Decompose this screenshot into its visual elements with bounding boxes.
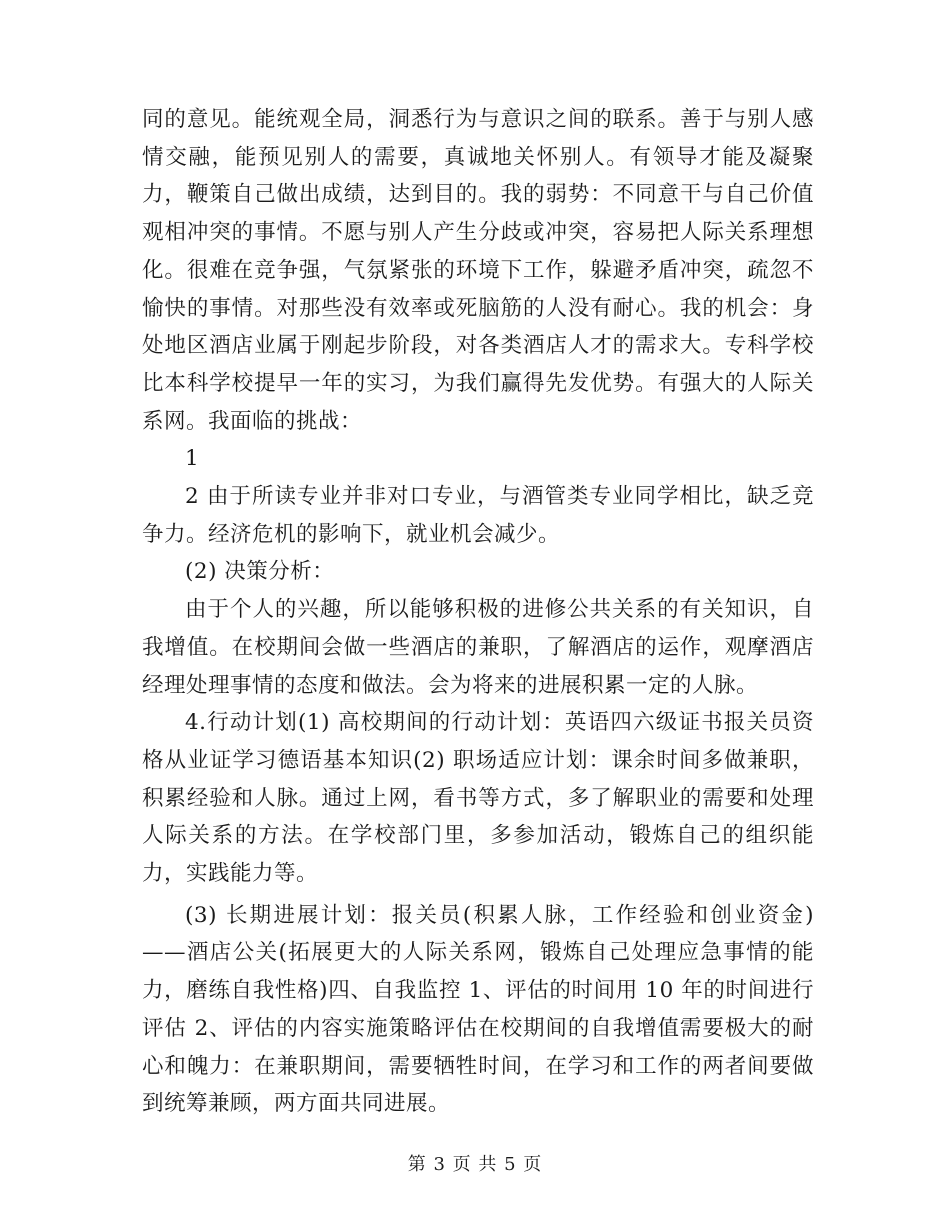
paragraph-long-term-plan: (3) 长期进展计划：报关员(积累人脉，工作经验和创业资金)——酒店公关(拓展更大的人际关系网，锻炼自己处理应急事情的能力，磨练自我性格)四、自我监控 1、评估的时间用 10 年的时间进行评估 2、评估的内容实施策略评估在校期间的自我增值需要极大的耐心和魄力：在兼职期间，需要牺牲时间，在学习和工作的两者间要做到统筹兼顾，两方面共同进展。 bbox=[142, 902, 814, 1117]
document-body bbox=[142, 101, 814, 1123]
page-number-footer: 第 3 页 共 5 页 bbox=[407, 1154, 543, 1175]
paragraph-challenge-1: 1 bbox=[185, 446, 200, 472]
paragraph-strengths-weaknesses: 同的意见。能统观全局，洞悉行为与意识之间的联系。善于与别人感情交融，能预见别人的需要，真诚地关怀别人。有领导才能及凝聚力，鞭策自己做出成绩，达到目的。我的弱势：不同意干与自己价值观相冲突的事情。不愿与别人产生分歧或冲突，容易把人际关系理想化。很难在竞争强，气氛紧张的环境下工作，躲避矛盾冲突，疏忽不愉快的事情。对那些没有效率或死脑筋的人没有耐心。我的机会：身处地区酒店业属于刚起步阶段，对各类酒店人才的需求大。专科学校比本科学校提早一年的实习，为我们赢得先发优势。有强大的人际关系网。我面临的挑战： bbox=[142, 107, 814, 434]
paragraph-action-plan: 4.行动计划(1) 高校期间的行动计划：英语四六级证书报关员资格从业证学习德语基本知识(2) 职场适应计划：课余时间多做兼职，积累经验和人脉。通过上网，看书等方式，多了解职业的需要和处理人际关系的方法。在学校部门里，多参加活动，锻炼自己的组织能力，实践能力等。 bbox=[142, 710, 814, 887]
paragraph-challenge-2: 2 由于所读专业并非对口专业，与酒管类专业同学相比，缺乏竞争力。经济危机的影响下，就业机会减少。 bbox=[142, 484, 814, 547]
paragraph-decision-analysis: 由于个人的兴趣，所以能够积极的进修公共关系的有关知识，自我增值。在校期间会做一些酒店的兼职，了解酒店的运作，观摩酒店经理处理事情的态度和做法。会为将来的进展积累一定的人脉。 bbox=[142, 597, 814, 698]
paragraph-decision-heading: (2) 决策分析： bbox=[185, 559, 335, 585]
